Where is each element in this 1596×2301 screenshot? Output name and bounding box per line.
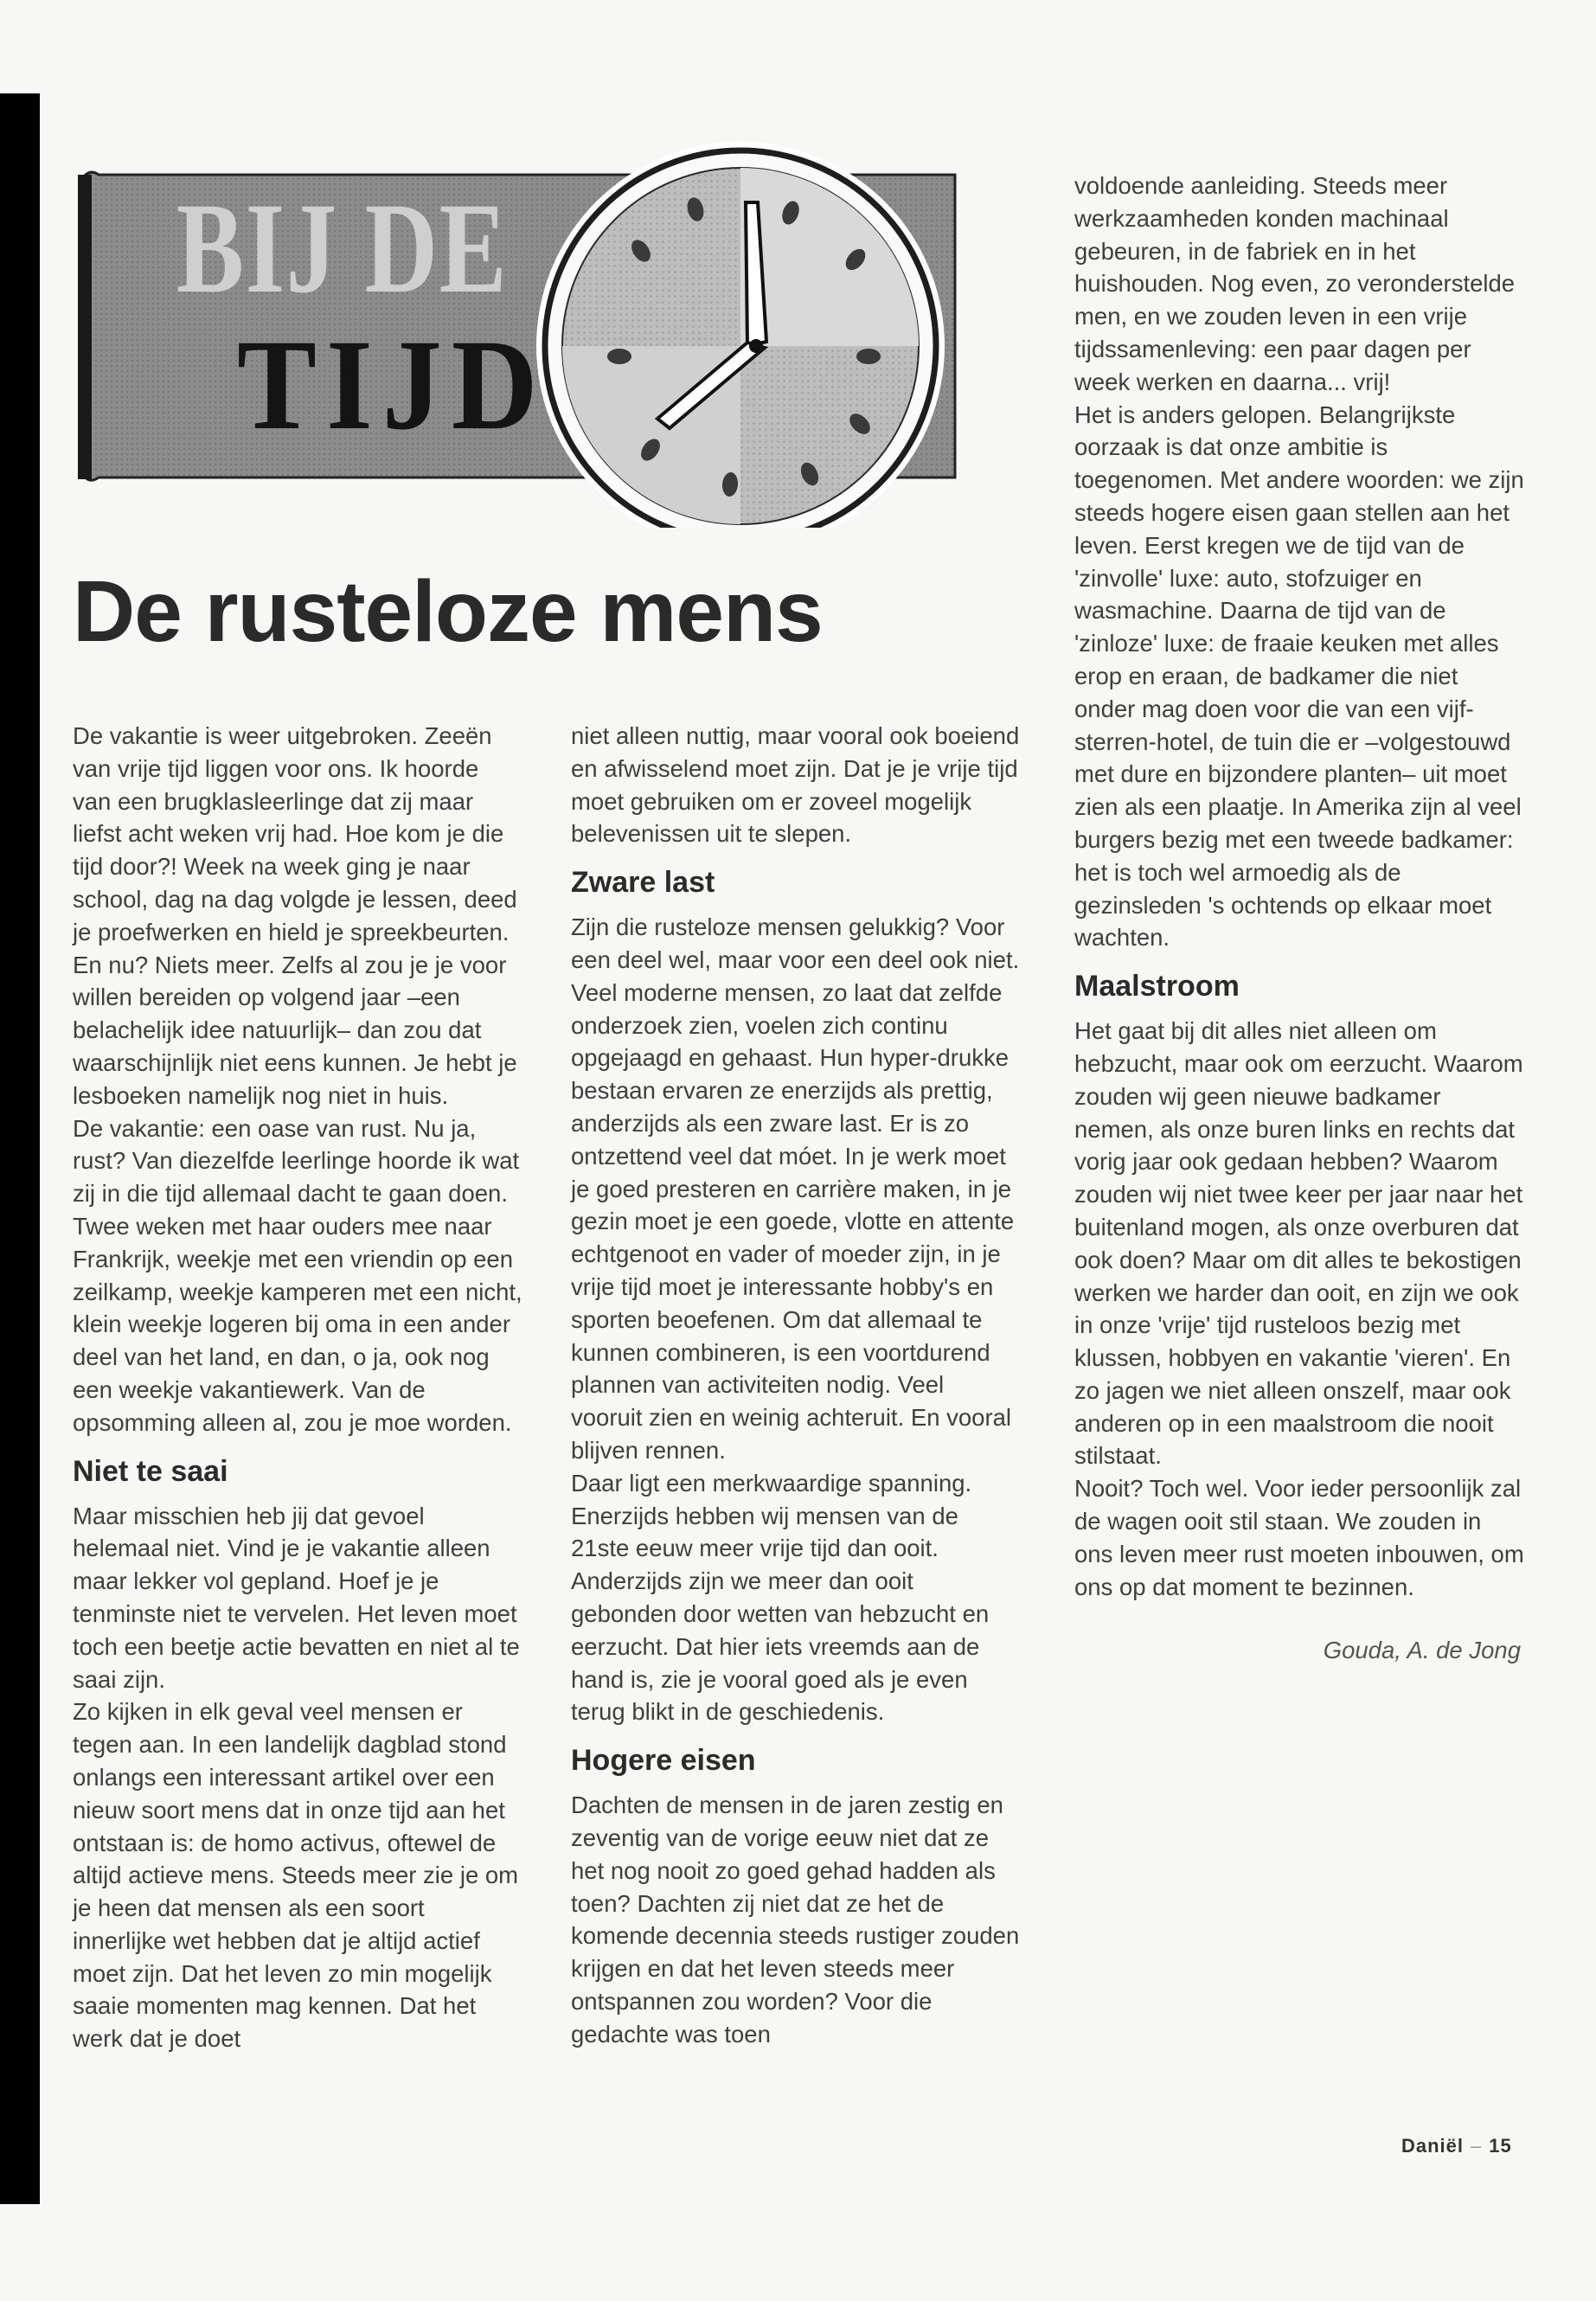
author-signature: Gouda, A. de Jong (1323, 1637, 1521, 1664)
masthead (73, 130, 968, 528)
paragraph: Nooit? Toch wel. Voor ieder persoonlijk zal de wagen ooit stil staan. We zouden in ons leven meer rust moeten inbouwen, om ons op dat moment te bezinnen. (1074, 1475, 1524, 1600)
paragraph: voldoende aanleiding. Steeds meer werkzaamheden konden machinaal gebeuren, in de fabriek en in het huishouden. Nog even, zo veronderstelde men, en we zouden leven in een vrije tijdssamenleving: een paar dagen per week werken en daarna... vrij! (1074, 172, 1516, 395)
paragraph: Zo kijken in elk geval veel mensen er tegen aan. In een landelijk dagblad stond onlangs een interessant artikel over een nieuw soort mens dat in onze tijd aan het ontstaan is: de homo activus, oftewel de altijd actieve mens. Steeds meer zie je om je heen dat mensen als een soort innerlijke wet hebben dat je altijd actief moet zijn. Dat het leven zo min mogelijk saaie momenten mag kennen. Dat het werk dat je doet (73, 1698, 519, 2053)
paragraph: De vakantie: een oase van rust. Nu ja, rust? Van diezelfde leerlinge hoorde ik wat zij in die tijd allemaal dacht te gaan doen. Twee weken met haar ouders mee naar Frankrijk, weekje met een vriendin op een zeilkamp, weekje kamperen met een nicht, klein weekje logeren bij oma in een ander deel van het land, en dan, o ja, ook nog een weekje vakantiewerk. Van de opsomming alleen al, zou je moe worden. (73, 1114, 522, 1436)
page-edge-shadow (0, 93, 40, 2204)
subheading-niet-te-saai: Niet te saai (73, 1454, 228, 1488)
paragraph: Zijn die rusteloze mensen gelukkig? Voor een deel wel, maar voor een deel ook niet. Veel moderne mensen, zo laat dat zelfde onderzoek zien, voelen zich continu opgejaagd en gehaast. Hun hyper-drukke bestaan ervaren ze enerzijds als prettig, anderzijds als een zware last. Er is zo ontzettend veel dat móet. In je werk moet je goed presteren en carrière maken, in je gezin moet je een goede, vlotte en attente echtgenoot en vader of moeder zijn, in je vrije tijd moet je interessante hobby's en sporten beoefenen. Om dat allemaal te kunnen combineren, is een voortdurend plannen van activiteiten nodig. Veel vooruit zien en weinig achteruit. En vooral blijven rennen. (571, 913, 1020, 1464)
page-footer (1401, 2135, 1512, 2157)
article-column-1 (73, 720, 522, 2055)
masthead-title-line1: BIJ DE (176, 176, 509, 320)
subheading-maalstroom: Maalstroom (1074, 970, 1240, 1003)
article-column-2 (571, 720, 1021, 2050)
paragraph: De vakantie is weer uitgebroken. Zeeën van vrije tijd liggen voor ons. Ik hoorde van een brugklasleerlinge dat zij maar liefst acht weken vrij had. Hoe kom je die tijd door?! Week na week ging je naar school, dag na dag volgde je lessen, deed je proefwerken en hield je spreekbeurten. En nu? Niets meer. Zelfs al zou je je voor willen bereiden op volgend jaar –een belachelijk idee natuurlijk– dan zou dat waarschijnlijk niet eens kunnen. Je hebt je lesboeken namelijk nog niet in huis. (73, 722, 517, 1109)
magazine-name: Daniël (1401, 2135, 1465, 2157)
masthead-title-line2: TIJD (237, 313, 548, 457)
footer-separator: – (1471, 2135, 1483, 2157)
subheading-zware-last: Zware last (571, 866, 715, 900)
paragraph: Het is anders gelopen. Belangrijkste oorzaak is dat onze ambitie is toegenomen. Met andere woorden: we zijn steeds hogere eisen gaan stellen aan het leven. Eerst kregen we de tijd van de 'zinvolle' luxe: auto, stofzuiger en wasmachine. Daarna de tijd van de 'zinloze' luxe: de fraaie keuken met alles erop en eraan, de badkamer die niet onder mag doen voor die van een vijf-sterren-hotel, de tuin die er –volgestouwd met dure en bijzondere planten– uit moet zien als een plaatje. In Amerika zijn al veel burgers bezig met een tweede badkamer: het is toch wel armoedig als de gezinsleden 's ochtends op elkaar moet wachten. (1074, 401, 1524, 952)
paragraph: Dachten de mensen in de jaren zestig en zeventig van de vorige eeuw niet dat ze het nog nooit zo goed gehad hadden als toen? Dachten zij niet dat ze het de komende decennia steeds rustiger zouden krijgen en dat het leven steeds meer ontspannen zou worden? Voor die gedachte was toen (571, 1791, 1020, 2048)
paragraph: niet alleen nuttig, maar vooral ook boeiend en afwisselend moet zijn. Dat je je vrije tijd moet gebruiken om er zoveel mogelijk belevenissen uit te slepen. (571, 722, 1020, 848)
article-title: De rusteloze mens (73, 563, 823, 660)
paragraph: Het gaat bij dit alles niet alleen om hebzucht, maar ook om eerzucht. Waarom zouden wij geen nieuwe badkamer nemen, als onze buren links en rechts dat vorig jaar ook gedaan hebben? Waarom zouden wij niet twee keer per jaar naar het buitenland mogen, als onze overburen dat ook doen? Maar om dit alles te bekostigen werken we harder dan ooit, en zijn we ook in onze 'vrije' tijd rusteloos bezig met klussen, hobbyen en vakantie 'vieren'. En zo jagen we niet alleen onszelf, maar ook anderen op in een maalstroom die nooit stilstaat. (1074, 1017, 1523, 1470)
article-column-3 (1074, 170, 1524, 1667)
paragraph: Daar ligt een merkwaardige spanning. Enerzijds hebben wij mensen van de 21ste eeuw meer vrije tijd dan ooit. Anderzijds zijn we meer dan ooit gebonden door wetten van hebzucht en eerzucht. Dat hier iets vreemds aan de hand is, zie je vooral goed als je even terug blikt in de geschiedenis. (571, 1469, 990, 1726)
page-number: 15 (1489, 2135, 1512, 2157)
subheading-hogere-eisen: Hogere eisen (571, 1744, 756, 1778)
paragraph: Maar misschien heb jij dat gevoel helemaal niet. Vind je je vakantie alleen maar lekker vol gepland. Hoef je je tenminste niet te vervelen. Het leven moet toch een beetje actie bevatten en niet al te saai zijn. (73, 1502, 520, 1693)
